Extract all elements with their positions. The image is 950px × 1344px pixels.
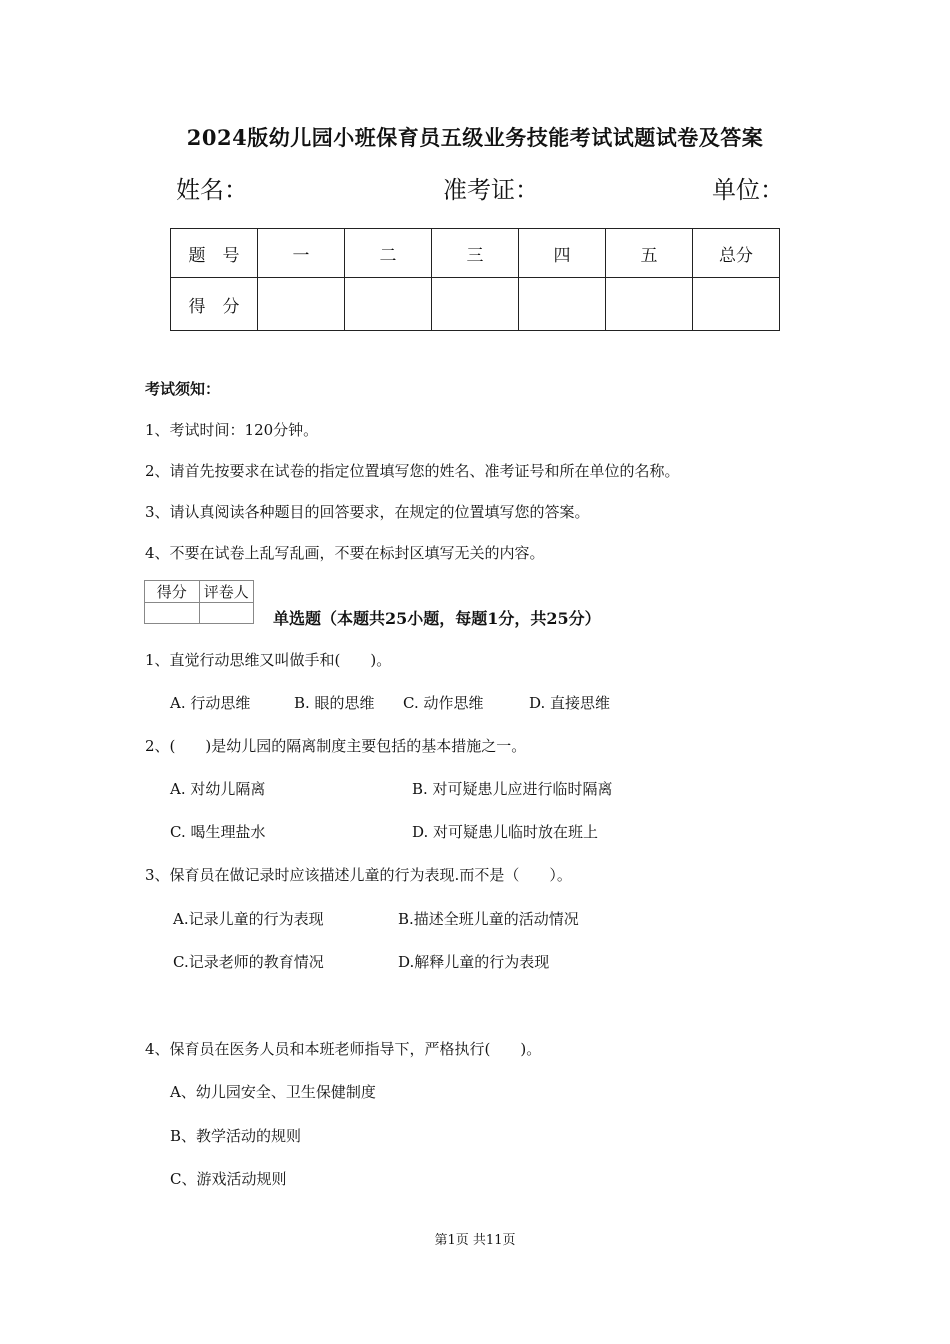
section-heading: 单选题（本题共25小题，每题1分，共25分） (273, 609, 601, 628)
score-cell (345, 278, 432, 331)
score-table-header-row (171, 229, 780, 278)
question-text: 3、保育员在做记录时应该描述儿童的行为表现.而不是（ ）。 (145, 866, 572, 884)
page-footer: 第1页 共11页 (434, 1233, 516, 1248)
score-row-label: 得 分 (171, 278, 258, 331)
score-cell (519, 278, 606, 331)
question-text: 4、保育员在医务人员和本班老师指导下，严格执行( )。 (145, 1040, 542, 1058)
unit-label: 单位： (712, 176, 784, 204)
score-header-cell: 总分 (693, 229, 780, 278)
question-text: 2、( )是幼儿园的隔离制度主要包括的基本措施之一。 (145, 737, 527, 755)
score-header-cell: 一 (258, 229, 345, 278)
question-option: A. 行动思维 (170, 694, 251, 712)
grader-reviewer-label: 评卷人 (199, 581, 254, 603)
score-header-cell: 二 (345, 229, 432, 278)
question-option: C. 动作思维 (403, 694, 484, 712)
notice-item: 3、请认真阅读各种题目的回答要求，在规定的位置填写您的答案。 (145, 503, 590, 521)
question-option: B. 眼的思维 (294, 694, 375, 712)
score-header-cell: 四 (519, 229, 606, 278)
notice-item: 4、不要在试卷上乱写乱画，不要在标封区填写无关的内容。 (145, 544, 545, 562)
question-text: 1、直觉行动思维又叫做手和( )。 (145, 651, 392, 669)
question-option: D. 直接思维 (529, 694, 611, 712)
score-header-cell: 题 号 (171, 229, 258, 278)
question-option: A.记录儿童的行为表现 (173, 910, 324, 928)
grader-reviewer-cell (199, 603, 254, 624)
question-option: D. 对可疑患儿临时放在班上 (412, 823, 599, 841)
notice-item: 1、考试时间：120分钟。 (145, 421, 319, 439)
page-title: 2024版幼儿园小班保育员五级业务技能考试试题试卷及答案 (186, 125, 764, 150)
question-option: A. 对幼儿隔离 (170, 780, 266, 798)
question-option: B、教学活动的规则 (170, 1127, 302, 1145)
question-option: C. 喝生理盐水 (170, 823, 266, 841)
score-table (170, 228, 780, 331)
grader-box (144, 580, 254, 624)
score-cell (432, 278, 519, 331)
score-header-cell: 三 (432, 229, 519, 278)
grader-score-label: 得分 (145, 581, 200, 603)
score-header-cell: 五 (606, 229, 693, 278)
notice-title: 考试须知： (145, 380, 221, 398)
question-option: A、幼儿园安全、卫生保健制度 (170, 1083, 376, 1101)
name-label: 姓名： (176, 176, 248, 204)
question-option: D.解释儿童的行为表现 (398, 953, 550, 971)
question-option: B. 对可疑患儿应进行临时隔离 (412, 780, 613, 798)
question-option: C、游戏活动规则 (170, 1170, 287, 1188)
score-table-score-row (171, 278, 780, 331)
notice-item: 2、请首先按要求在试卷的指定位置填写您的姓名、准考证号和所在单位的名称。 (145, 462, 680, 480)
question-option: B.描述全班儿童的活动情况 (398, 910, 579, 928)
score-cell (693, 278, 780, 331)
question-option: C.记录老师的教育情况 (173, 953, 324, 971)
grader-score-cell (145, 603, 200, 624)
score-cell (258, 278, 345, 331)
exam-number-label: 准考证： (443, 176, 539, 204)
score-cell (606, 278, 693, 331)
